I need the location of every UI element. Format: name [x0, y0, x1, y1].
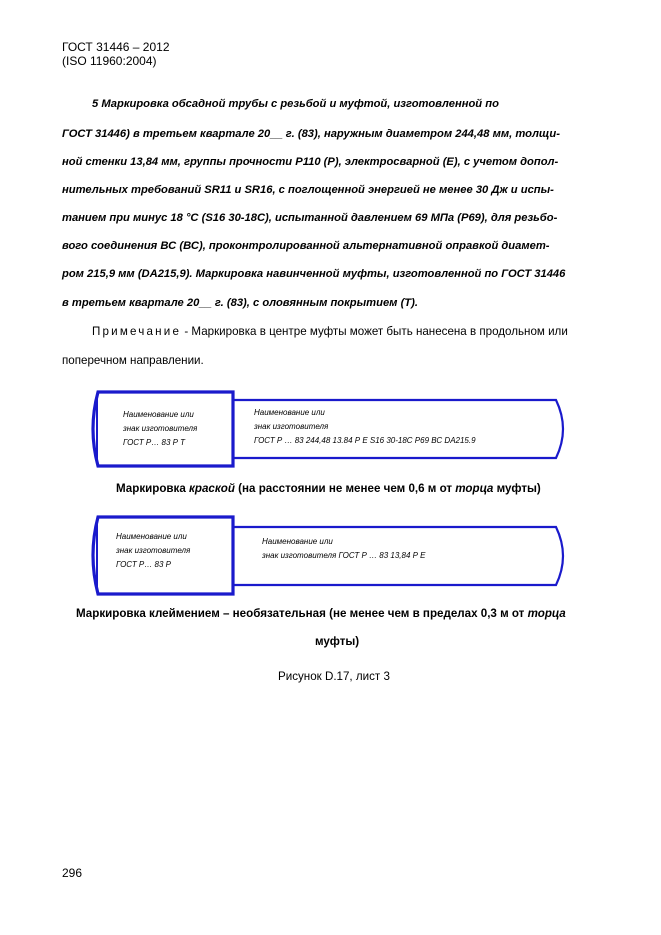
paragraph-line: вого соединения ВС (ВС), проконтролированной альтернативной оправкой диамет-	[62, 240, 550, 252]
iso-reference: (ISO 11960:2004)	[62, 54, 157, 68]
coupling-text: Наименование или	[116, 532, 187, 541]
coupling-text: знак изготовителя	[123, 424, 198, 433]
pipe-text: знак изготовителя ГОСТ Р … 83 13,84 Р Е	[262, 551, 426, 560]
stamp-marking-caption-end: муфты)	[315, 635, 360, 648]
note-label: Примечание	[92, 325, 182, 338]
pipe-text: знак изготовителя	[254, 422, 329, 431]
figure-caption: Рисунок D.17, лист 3	[278, 670, 390, 683]
paint-marking-diagram	[93, 392, 563, 466]
standard-number: ГОСТ 31446 – 2012	[62, 40, 170, 54]
pipe-text: Наименование или	[262, 537, 333, 546]
caption-part-italic: торца	[455, 482, 494, 495]
paragraph-line: ГОСТ 31446) в третьем квартале 20__ г. (83), наружным диаметром 244,48 мм, толщи-	[62, 128, 560, 140]
coupling-text: знак изготовителя	[116, 546, 191, 555]
caption-part: (на расстоянии не менее чем 0,6 м от	[234, 482, 456, 495]
paragraph-line: ной стенки 13,84 мм, группы прочности Р110 (Р), электросварной (Е), с учетом допол-	[62, 156, 559, 168]
paragraph-line: танием при минус 18 °С (S16 30-18C), испытанной давлением 69 МПа (Р69), для резьбо-	[62, 212, 558, 224]
paragraph-line: 5 Маркировка обсадной трубы с резьбой и муфтой, изготовленной по	[92, 98, 499, 110]
caption-part-italic: торца	[527, 607, 566, 620]
paragraph-line: нительных требований SR11 и SR16, с поглощенной энергией не менее 30 Дж и испы-	[62, 184, 554, 196]
page-number: 296	[62, 866, 83, 880]
pipe-text: Наименование или	[254, 408, 325, 417]
stamp-marking-diagram	[93, 517, 563, 594]
coupling-outline	[93, 517, 233, 594]
paint-marking-caption	[116, 482, 541, 495]
paragraph-line: в третьем квартале 20__ г. (83), с оловянным покрытием (Т).	[62, 297, 418, 309]
caption-part: муфты)	[493, 482, 541, 495]
coupling-text: ГОСТ Р… 83 Р	[116, 560, 171, 569]
caption-part: Маркировка	[116, 482, 190, 495]
paragraph-line: ром 215,9 мм (DA215,9). Маркировка навинченной муфты, изготовленной по ГОСТ 31446	[62, 268, 566, 280]
coupling-text: Наименование или	[123, 410, 194, 419]
caption-part: Маркировка клеймением – необязательная (не менее чем в пределах 0,3 м от	[76, 607, 528, 620]
pipe-text: ГОСТ Р … 83 244,48 13.84 Р Е S16 30-18С Р69 ВС DA215.9	[254, 436, 476, 445]
stamp-marking-caption	[76, 607, 566, 620]
caption-part-italic: краской	[189, 482, 235, 495]
coupling-text: ГОСТ Р… 83 Р Т	[123, 438, 186, 447]
note-line-2: поперечном направлении.	[62, 354, 204, 367]
note-text: - Маркировка в центре муфты может быть нанесена в продольном или	[181, 325, 568, 338]
